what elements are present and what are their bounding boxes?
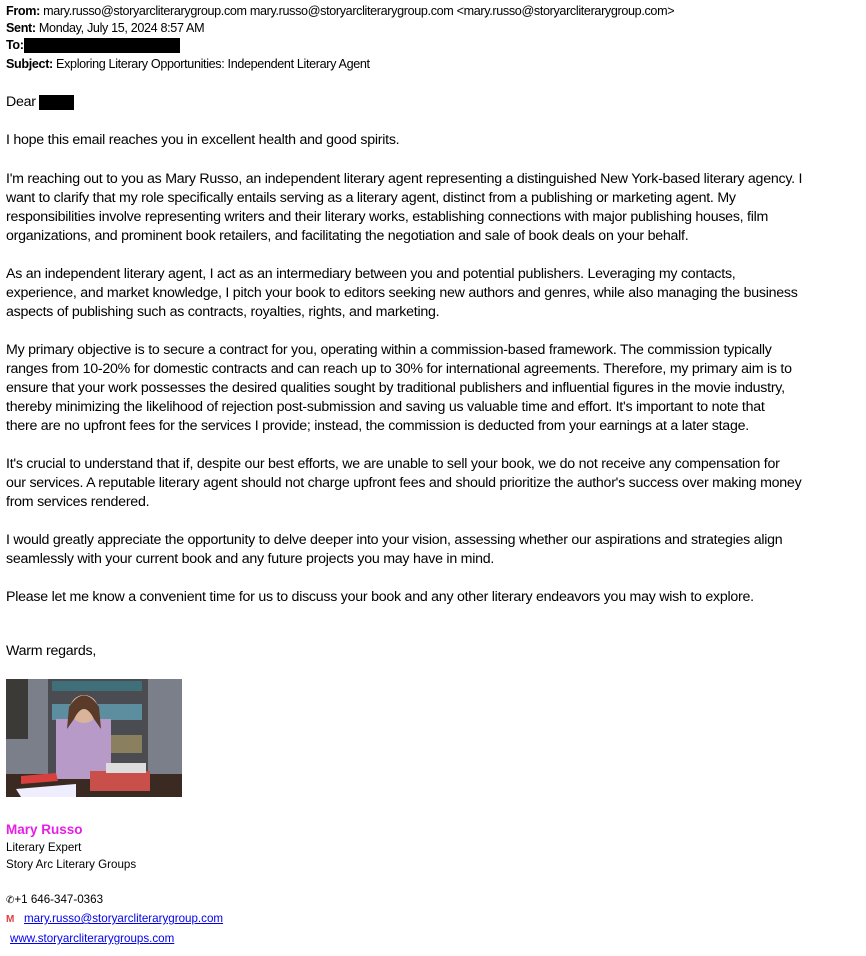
signature-website-link[interactable]: www.storyarcliterarygroups.com — [10, 932, 175, 945]
sent-line: Sent: Monday, July 15, 2024 8:57 AM — [6, 21, 205, 35]
from-line: From: mary.russo@storyarcliterarygroup.com mary.russo@storyarcliterarygroup.com <mary.russo@storyarcliterarygroup.com> — [6, 4, 675, 18]
subject-line: Subject: Exploring Literary Opportunities: Independent Literary Agent — [6, 57, 370, 71]
signature-email-link[interactable]: mary.russo@storyarcliterarygroup.com — [24, 912, 224, 925]
paragraph-6: I would greatly appreciate the opportunity to delve deeper into your vision, assessing whether our aspirations and strategies align seamlessly with your current book and any future projects you may have in mind. — [6, 532, 783, 567]
paragraph-7: Please let me know a convenient time for us to discuss your book and any other literary endeavors you may wish to explore. — [6, 589, 754, 605]
gmail-icon: M — [6, 914, 15, 925]
signature-email-line — [6, 912, 223, 925]
paragraph-1: I hope this email reaches you in excellent health and good spirits. — [6, 132, 400, 148]
signature-phone: +1 646-347-0363 — [14, 893, 104, 906]
redacted-name — [39, 95, 74, 110]
signature-phone-line — [6, 893, 103, 906]
redacted-recipient — [24, 38, 180, 53]
signature-company: Story Arc Literary Groups — [6, 858, 137, 871]
paragraph-5: It's crucial to understand that if, despite our best efforts, we are unable to sell your book, we do not receive any compensation for our services. A reputable literary agent should not charge upfront fees and should prioritize the author's success over making money from services rendered. — [6, 456, 802, 510]
signature-name: Mary Russo — [6, 822, 83, 837]
subject-value: Exploring Literary Opportunities: Independent Literary Agent — [56, 57, 370, 71]
paragraph-2: I'm reaching out to you as Mary Russo, an independent literary agent representing a distinguished New York-based literary agency. I want to clarify that my role specifically entails serving as a literary agent, distinct from a publishing or marketing agent. My responsibilities involve representing writers and their literary works, establishing connections with major publishing houses, film organizations, and prominent book retailers, and facilitating the negotiation and sale of book deals on your behalf. — [6, 171, 803, 244]
greeting: Dear — [6, 93, 74, 112]
signature-photo — [6, 679, 182, 797]
closing: Warm regards, — [6, 643, 97, 659]
paragraph-3: As an independent literary agent, I act as an intermediary between you and potential publishers. Leveraging my contacts, experience, and market knowledge, I pitch your book to editors seeking new authors and genres, while also managing the business aspects of publishing such as contracts, royalties, rights, and marketing. — [6, 266, 798, 320]
paragraph-4: My primary objective is to secure a contract for you, operating within a commission-based framework. The commission typically ranges from 10-20% for domestic contracts and can reach up to 30% for international agreements. Therefore, my primary aim is to ensure that your work possesses the desired qualities sought by traditional publishers and influential figures in the movie industry, thereby minimizing the likelihood of rejection post-submission and saving us valuable time and effort. It's important to note that there are no upfront fees for the services I provide; instead, the commission is deducted from your earnings at a later stage. — [6, 342, 792, 434]
phone-icon: ✆ — [6, 895, 15, 906]
to-line: To: — [6, 38, 180, 53]
signature-title: Literary Expert — [6, 841, 82, 854]
from-value: mary.russo@storyarcliterarygroup.com mary.russo@storyarcliterarygroup.com <mary.russo@storyarcliterarygroup.com> — [43, 4, 675, 18]
signature-website-line — [10, 932, 174, 945]
sent-value: Monday, July 15, 2024 8:57 AM — [38, 21, 205, 35]
